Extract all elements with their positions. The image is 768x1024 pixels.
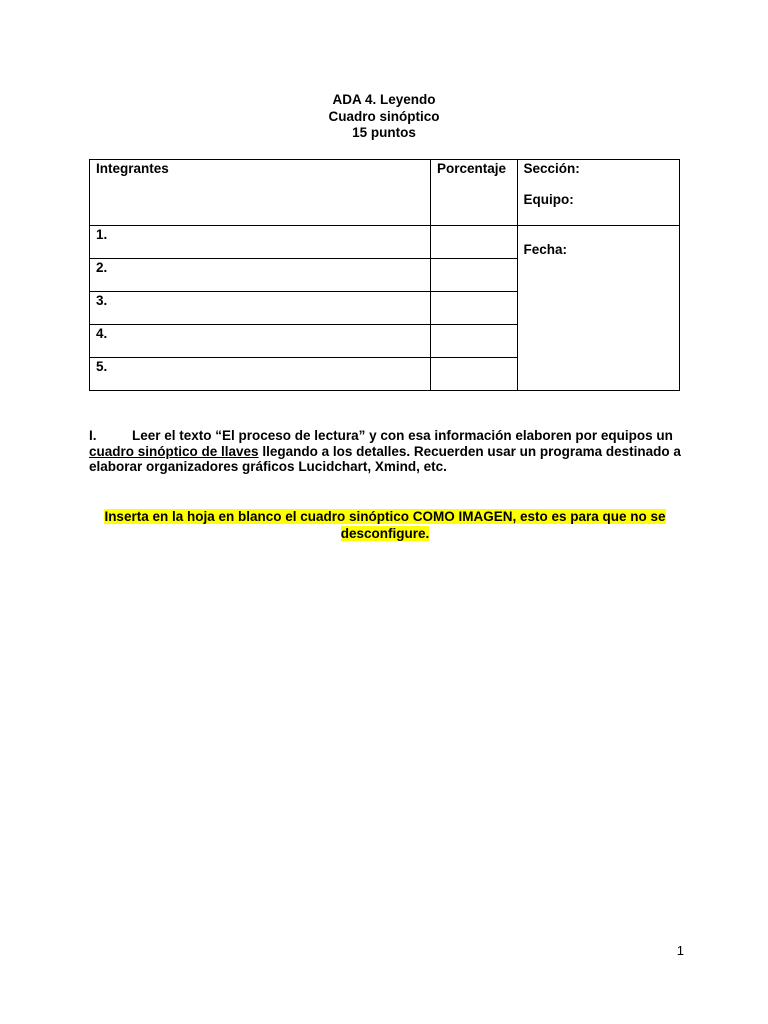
header-porcentaje-label: Porcentaje	[436, 161, 506, 176]
document-subtitle: Cuadro sinóptico	[328, 108, 440, 124]
row-number: 1.	[96, 227, 108, 242]
team-info-table	[89, 159, 680, 391]
header-integrantes	[90, 160, 431, 226]
row-number: 4.	[96, 326, 108, 341]
document-header	[0, 92, 768, 142]
row-number: 2.	[96, 260, 108, 275]
page-number: 1	[676, 943, 684, 958]
member-percent-cell-5[interactable]	[430, 358, 517, 391]
fecha-label: Fecha:	[523, 242, 568, 257]
document-title: ADA 4. Leyendo	[332, 92, 436, 107]
instruction-text-post: llegando a los detalles. Recuerden usar un programa destinado a elaborar organizadores gráficos Lucidchart, Xmind, etc.	[89, 443, 681, 474]
notice-text: Inserta en la hoja en blanco el cuadro sinóptico COMO IMAGEN, esto es para que no se desconfigure.	[104, 509, 666, 541]
member-name-cell-5[interactable]	[90, 358, 431, 391]
member-name-cell-2[interactable]	[90, 259, 431, 292]
member-percent-cell-3[interactable]	[430, 292, 517, 325]
row-number: 3.	[96, 293, 108, 308]
member-name-cell-4[interactable]	[90, 325, 431, 358]
equipo-label: Equipo:	[523, 192, 574, 207]
member-name-cell-3[interactable]	[90, 292, 431, 325]
instruction-underlined-term: cuadro sinóptico de llaves	[89, 443, 259, 459]
table-header-row	[90, 160, 680, 226]
member-name-cell-1[interactable]	[90, 226, 431, 259]
instruction-paragraph	[89, 428, 681, 475]
document-points: 15 puntos	[352, 125, 416, 140]
header-porcentaje	[430, 160, 517, 226]
row-number: 5.	[96, 359, 108, 374]
instruction-text-pre: Leer el texto “El proceso de lectura” y con esa información elaboren por equipos un	[132, 428, 673, 443]
seccion-equipo-cell[interactable]	[517, 160, 679, 226]
table-row	[90, 226, 680, 259]
member-percent-cell-1[interactable]	[430, 226, 517, 259]
seccion-label: Sección:	[523, 161, 580, 176]
fecha-cell[interactable]	[517, 226, 679, 391]
member-percent-cell-4[interactable]	[430, 325, 517, 358]
header-integrantes-label: Integrantes	[96, 161, 169, 176]
highlighted-notice	[89, 509, 681, 542]
member-percent-cell-2[interactable]	[430, 259, 517, 292]
instruction-number: I.	[89, 428, 97, 443]
